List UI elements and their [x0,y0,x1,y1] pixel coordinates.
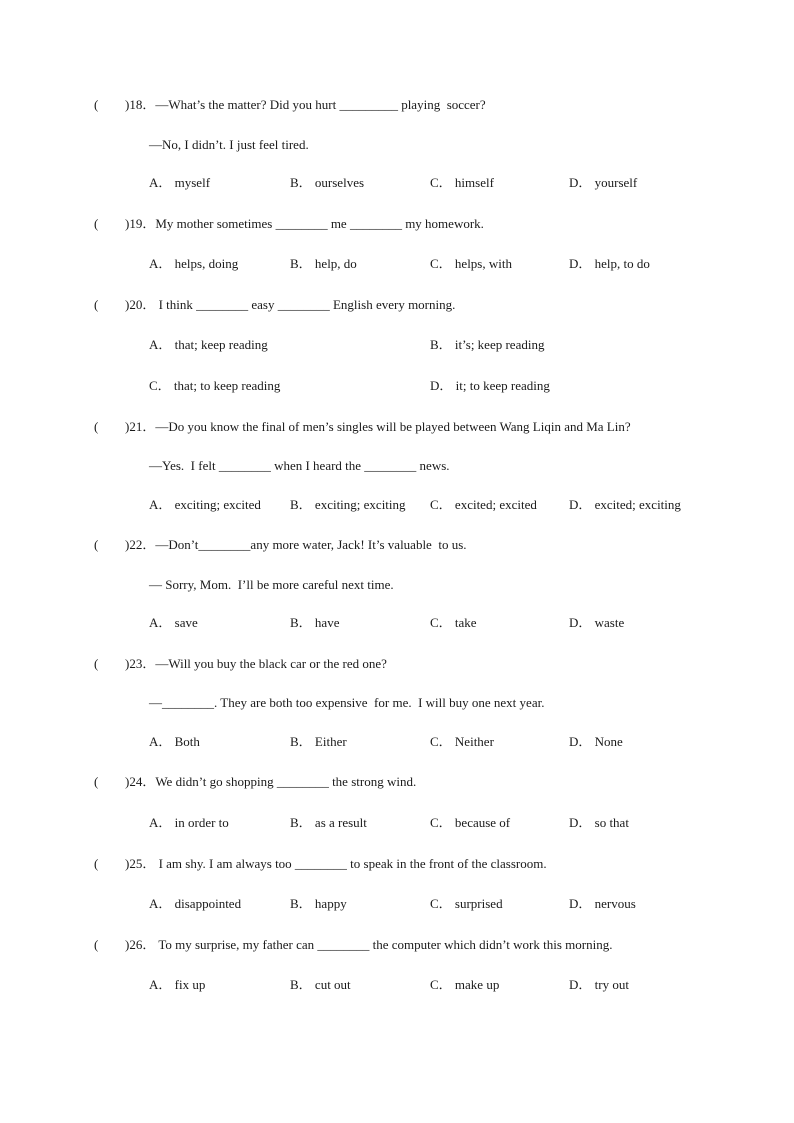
question-22-reply: — Sorry, Mom. I’ll be more careful next time. [149,577,394,592]
question-24-option-b: B． as a result [290,815,367,830]
question-22-option-c: C． take [430,615,477,630]
question-26-option-c: C． make up [430,977,500,992]
answer-blank-paren: ( [94,216,99,231]
question-23-option-d: D． None [569,734,623,749]
question-22-option-a: A． save [149,615,198,630]
question-25-option-b: B． happy [290,896,347,911]
question-19-option-a: A． helps, doing [149,256,239,271]
question-20-option-c: C． that; to keep reading [149,378,281,393]
question-23-option-c: C． Neither [430,734,494,749]
question-25-option-c: C． surprised [430,896,503,911]
question-21-reply: —Yes. I felt ________ when I heard the ________ news. [149,458,450,473]
question-21-option-d: D． excited; exciting [569,497,681,512]
answer-blank-paren: ( [94,856,99,871]
question-22-option-b: B． have [290,615,340,630]
answer-blank-paren: ( [94,297,99,312]
question-24-option-d: D． so that [569,815,629,830]
question-21-option-c: C． excited; excited [430,497,537,512]
answer-blank-paren: ( [94,656,99,671]
question-26-option-a: A． fix up [149,977,206,992]
question-18-option-d: D． yourself [569,175,638,190]
question-25-option-d: D． nervous [569,896,636,911]
question-21-stem: )21．—Do you know the final of men’s singles will be played between Wang Liqin and Ma Lin? [125,419,631,434]
answer-blank-paren: ( [94,937,99,952]
question-19-option-d: D． help, to do [569,256,650,271]
question-24-option-a: A． in order to [149,815,229,830]
question-24-stem: )24．We didn’t go shopping ________ the strong wind. [125,774,417,789]
question-19-option-c: C． helps, with [430,256,512,271]
answer-blank-paren: ( [94,419,99,434]
question-18-reply: —No, I didn’t. I just feel tired. [149,137,309,152]
question-26-option-d: D． try out [569,977,629,992]
question-21-option-b: B． exciting; exciting [290,497,406,512]
question-25-stem: )25． I am shy. I am always too ________ to speak in the front of the classroom. [125,856,547,871]
question-22-stem: )22．—Don’t________any more water, Jack! It’s valuable to us. [125,537,467,552]
question-24-option-c: C． because of [430,815,511,830]
question-26-stem: )26． To my surprise, my father can ________ the computer which didn’t work this morning. [125,937,613,952]
question-18-stem: )18．—What’s the matter? Did you hurt _________ playing soccer? [125,97,486,112]
answer-blank-paren: ( [94,774,99,789]
question-26-option-b: B． cut out [290,977,351,992]
question-20-option-a: A． that; keep reading [149,337,268,352]
question-23-option-a: A． Both [149,734,200,749]
question-22-option-d: D． waste [569,615,625,630]
question-18-option-a: A． myself [149,175,211,190]
question-18-option-b: B． ourselves [290,175,365,190]
question-19-stem: )19．My mother sometimes ________ me ________ my homework. [125,216,484,231]
question-23-option-b: B． Either [290,734,347,749]
question-20-option-d: D． it; to keep reading [430,378,550,393]
question-25-option-a: A． disappointed [149,896,242,911]
answer-blank-paren: ( [94,97,99,112]
question-23-stem: )23．—Will you buy the black car or the red one? [125,656,387,671]
question-20-stem: )20． I think ________ easy ________ English every morning. [125,297,456,312]
question-19-option-b: B． help, do [290,256,357,271]
answer-blank-paren: ( [94,537,99,552]
question-21-option-a: A． exciting; excited [149,497,261,512]
question-20-option-b: B． it’s; keep reading [430,337,545,352]
question-18-option-c: C． himself [430,175,494,190]
question-23-reply: —________. They are both too expensive for me. I will buy one next year. [149,695,545,710]
